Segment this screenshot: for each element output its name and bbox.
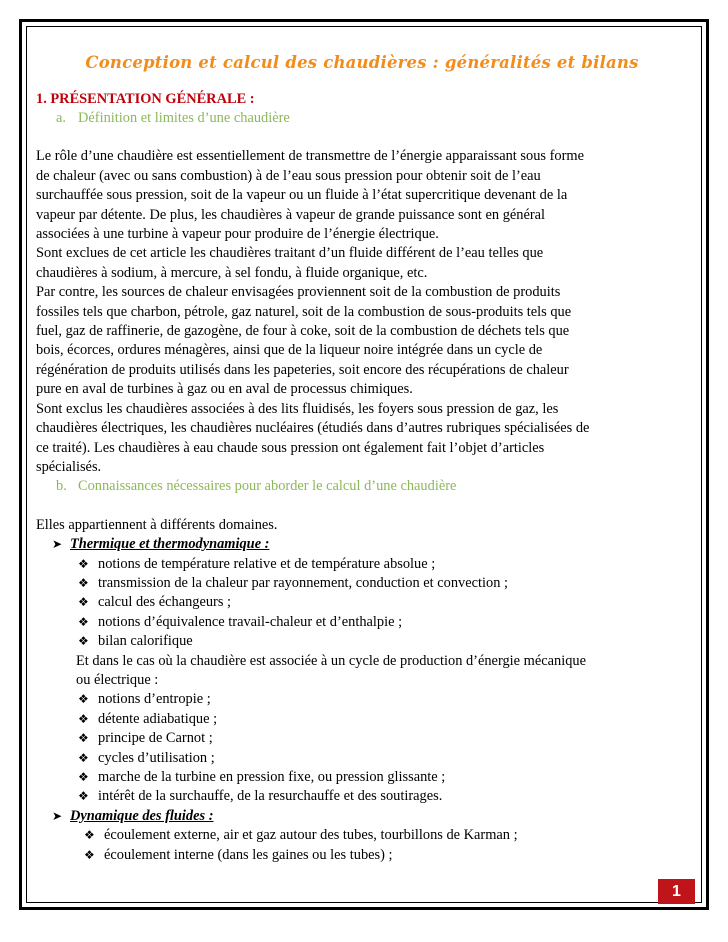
intro-line: Elles appartiennent à différents domaines. [36,516,278,533]
paragraph-line: Sont exclus les chaudières associées à des lits fluidisés, les foyers sous pression de gaz, les [36,400,559,417]
list-item: ❖ calcul des échangeurs ; [36,593,688,612]
list-item: ❖ notions d’équivalence travail-chaleur et d’enthalpie ; [36,613,688,632]
diamond-bullet-icon: ❖ [78,711,89,726]
paragraph-line: associées à une turbine à vapeur pour produire de l’énergie électrique. [36,226,439,243]
paragraph-line: ce traité). Les chaudières à eau chaude sous pression ont également fait l’objet d’articles [36,439,545,456]
paragraph-line: vapeur par détente. De plus, les chaudières à vapeur de grande puissance sont en général [36,206,546,223]
presentation-paragraph [36,147,688,477]
paragraph-line: fossiles tels que charbon, pétrole, gaz naturel, soit de la combustion de sous-produits tels que [36,303,572,320]
page-number: 1 [658,879,695,904]
subheading-a: a. Définition et limites d’une chaudière [56,110,290,126]
subheading-b: b. Connaissances nécessaires pour aborder le calcul d’une chaudière [56,478,457,495]
paragraph-line: Sont exclues de cet article les chaudières traitant d’un fluide différent de l’eau telles que [36,245,544,262]
arrow-bullet-icon: ➤ [52,537,63,552]
paragraph-line: Par contre, les sources de chaleur envisagées proviennent soit de la combustion de produits [36,284,561,301]
list-item: ❖ intérêt de la surchauffe, de la resurchauffe et des soutirages. [36,787,688,806]
note-line: Et dans le cas où la chaudière est associée à un cycle de production d’énergie mécanique [76,652,586,669]
diamond-bullet-icon: ❖ [78,575,89,590]
list-item: ❖ écoulement externe, air et gaz autour des tubes, tourbillons de Karman ; [36,826,688,845]
paragraph-line: pure en aval de turbines à gaz ou en aval de processus chimiques. [36,381,413,398]
diamond-bullet-icon: ❖ [78,692,89,707]
list-item: ❖ écoulement interne (dans les gaines ou les tubes) ; [36,846,688,865]
diamond-bullet-icon: ❖ [78,770,89,784]
paragraph-line: Le rôle d’une chaudière est essentiellement de transmettre de l’énergie apparaissant sous forme [36,148,584,165]
diamond-bullet-icon: ❖ [78,750,89,765]
list-item: ❖ détente adiabatique ; [36,710,688,729]
diamond-bullet-icon: ❖ [78,614,89,629]
list-item: ❖ cycles d’utilisation ; [36,749,688,768]
diamond-bullet-icon: ❖ [78,556,89,571]
diamond-bullet-icon: ❖ [84,828,95,843]
document-body [36,46,688,865]
arrow-bullet-icon: ➤ [52,808,63,823]
list-item: ❖ notions d’entropie ; [36,690,688,709]
paragraph-line: chaudières à sodium, à mercure, à sel fondu, à fluide organique, etc. [36,264,428,281]
paragraph-line: surchauffée sous pression, soit de la vapeur ou un fluide à l’état supercritique devenant de la [36,187,568,204]
list-item: ❖ principe de Carnot ; [36,729,688,748]
section-heading: 1. PRÉSENTATION GÉNÉRALE : [36,91,255,107]
paragraph-line: de chaleur (avec ou sans combustion) à de l’eau sous pression pour obtenir soit de l’eau [36,167,541,184]
fluids-section-heading: ➤ Dynamique des fluides : [36,807,688,826]
note-line: ou électrique : [76,671,159,688]
diamond-bullet-icon: ❖ [78,634,89,649]
list-item: ❖ transmission de la chaleur par rayonnement, conduction et convection ; [36,574,688,593]
paragraph-line: régénération de produits utilisés dans les papeteries, soit encore des récupérations de chaleur [36,361,569,378]
diamond-bullet-icon: ❖ [78,789,89,804]
paragraph-line: fuel, gaz de raffinerie, de gazogène, de four à coke, soit de la combustion de déchets tels que [36,323,570,340]
document-title: Conception et calcul des chaudières : généralités et bilans [85,53,639,72]
list-item: ❖ marche de la turbine en pression fixe, ou pression glissante ; [36,768,688,787]
paragraph-line: chaudières électriques, les chaudières nucléaires (étudiés dans d’autres rubriques spécialisées de [36,420,590,437]
paragraph-line: bois, écorces, ordures ménagères, ainsi que de la liqueur noire intégrée dans un cycle de [36,342,543,359]
diamond-bullet-icon: ❖ [78,731,89,746]
list-item: ❖ notions de température relative et de température absolue ; [36,555,688,574]
paragraph-line: spécialisés. [36,458,102,475]
diamond-bullet-icon: ❖ [84,847,95,862]
diamond-bullet-icon: ❖ [78,595,89,610]
thermo-section-heading: ➤ Thermique et thermodynamique : [36,535,688,554]
list-item: ❖ bilan calorifique [36,632,688,651]
